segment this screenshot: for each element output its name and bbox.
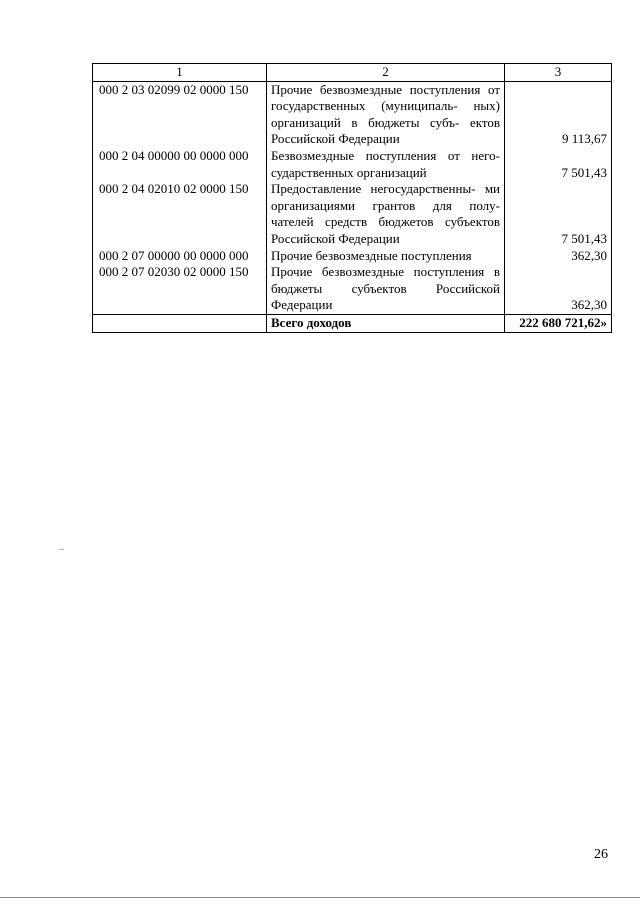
desc-line: ми организациями грантов для полу- [271,181,501,213]
table-row [93,81,612,148]
row-code: 000 2 07 02030 02 0000 150 [93,264,267,314]
scan-speck [59,549,64,550]
column-header-3: 3 [505,64,612,82]
page-number: 26 [594,847,608,862]
desc-line: ных) организаций в бюджеты субъ- [271,98,500,130]
row-amount: 362,30 [505,248,612,265]
table-row [93,248,612,265]
bottom-edge-line [0,897,640,898]
row-amount: 7 501,43 [505,181,612,247]
table-row [93,148,612,181]
income-table [92,63,612,333]
row-code: 000 2 04 02010 02 0000 150 [93,181,267,247]
desc-line: Прочие безвозмездные поступления [271,81,481,97]
total-row [93,314,612,332]
row-amount: 9 113,67 [505,81,612,148]
desc-line: Предоставление негосударственны- [271,181,476,197]
total-empty-cell [93,314,267,332]
desc-line: ектов Российской Федерации [271,114,501,147]
row-code: 000 2 04 00000 00 0000 000 [93,148,267,181]
desc-line: Прочие безвозмездные поступления [271,264,485,280]
row-code: 000 2 07 00000 00 0000 000 [93,248,267,265]
table-row [93,181,612,247]
table-header-row [93,64,612,82]
desc-line: в бюджеты субъектов Российской [271,264,500,296]
row-description [267,181,505,247]
total-label: Всего доходов [267,314,505,332]
row-amount: 362,30 [505,264,612,314]
row-description [267,81,505,148]
row-amount: 7 501,43 [505,148,612,181]
row-description [267,264,505,314]
desc-line: от государственных (муниципаль- [271,81,501,114]
column-header-1: 1 [93,64,267,82]
column-header-2: 2 [267,64,505,82]
desc-line: Безвозмездные поступления от него- [271,147,500,163]
row-description [267,148,505,181]
desc-line: Федерации [271,297,333,313]
row-code: 000 2 03 02099 02 0000 150 [93,81,267,148]
row-description [267,248,505,265]
table-row [93,264,612,314]
desc-line: Прочие безвозмездные поступления [271,247,472,263]
desc-line: чателей средств бюджетов субъектов [271,214,500,230]
total-amount: 222 680 721,62» [505,314,612,332]
desc-line: Российской Федерации [271,230,400,246]
desc-line: сударственных организаций [271,164,427,180]
